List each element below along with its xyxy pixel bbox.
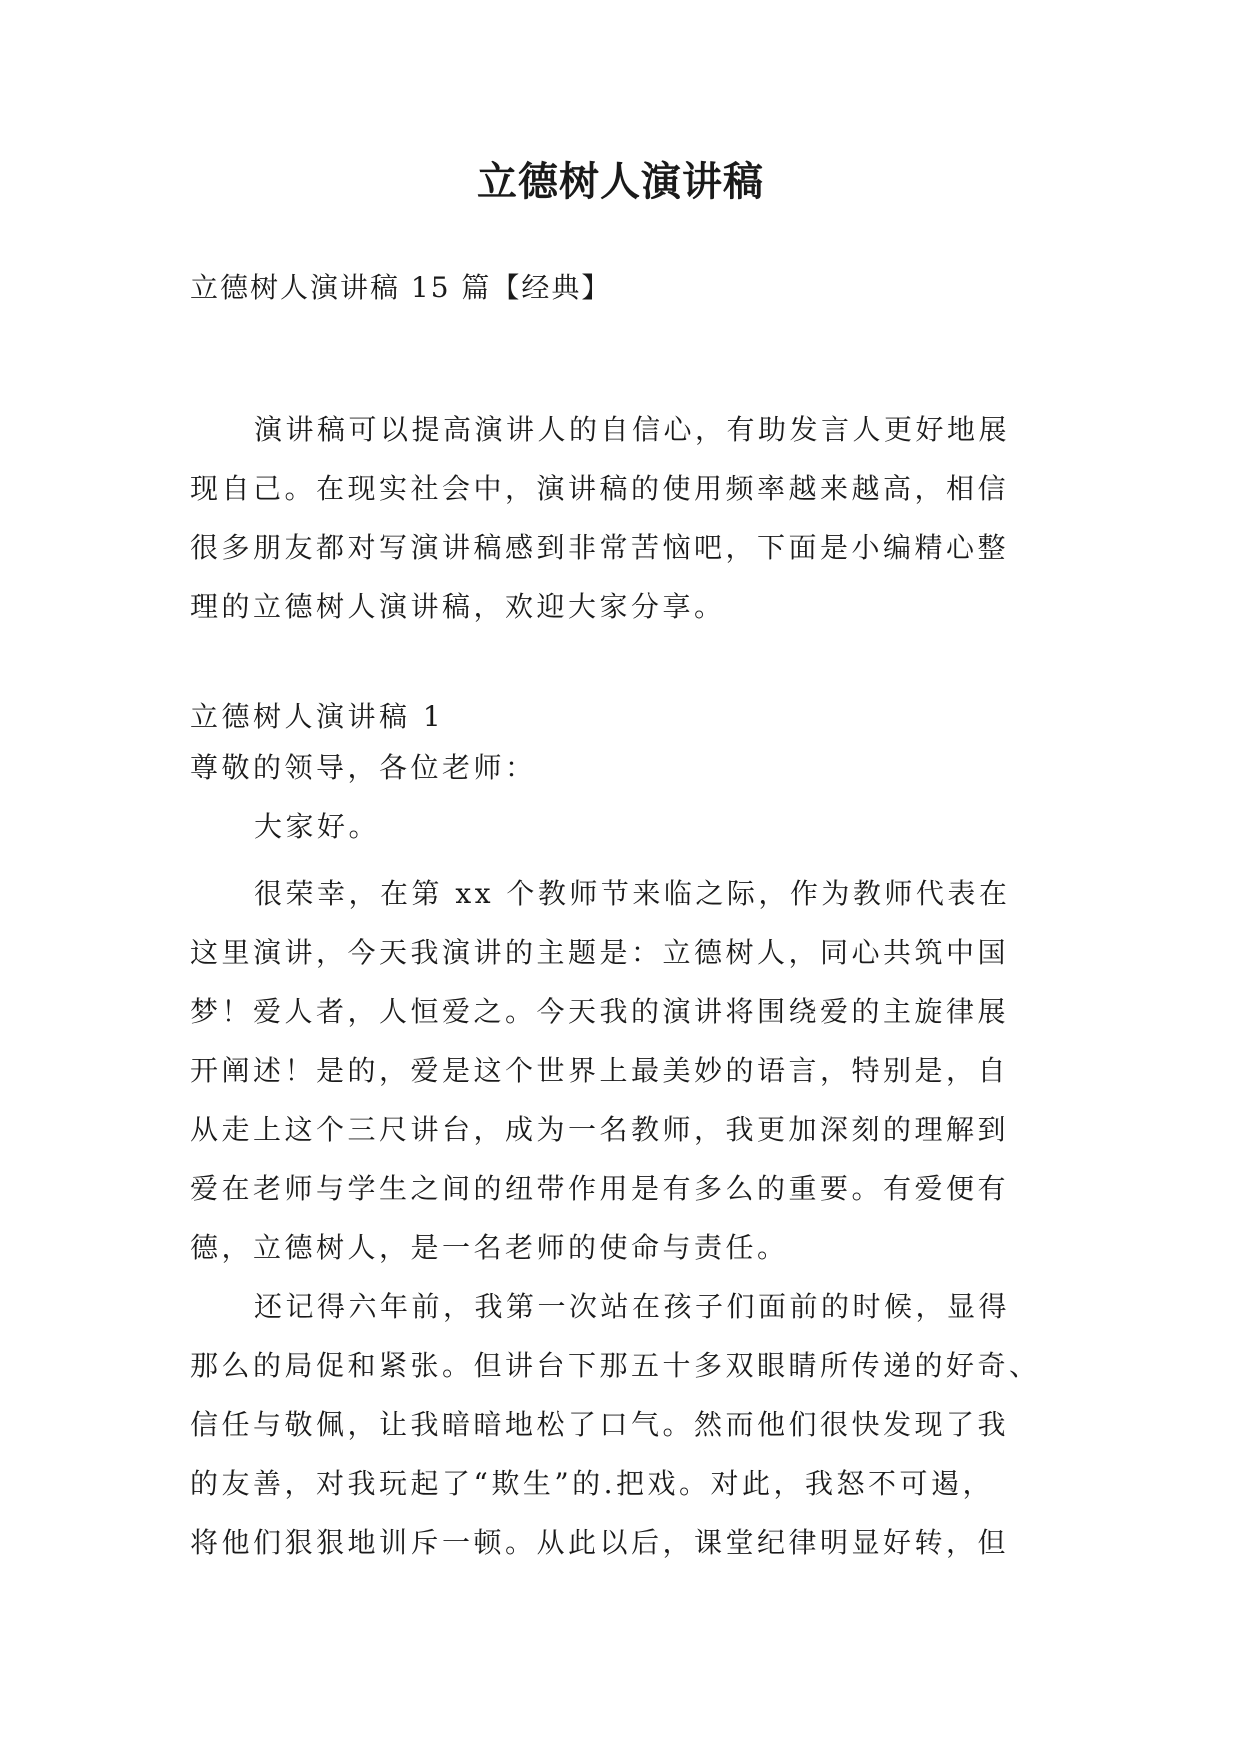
intro-line: 理的立德树人演讲稿，欢迎大家分享。 [190,590,726,623]
document-title: 立德树人演讲稿 [477,158,764,205]
intro-line: 很多朋友都对写演讲稿感到非常苦恼吧，下面是小编精心整 [190,531,1010,564]
paragraph-line: 信任与敬佩，让我暗暗地松了口气。然而他们很快发现了我 [190,1408,1010,1441]
speech-heading: 立德树人演讲稿 1 [190,700,445,733]
speech-greeting: 尊敬的领导，各位老师： [190,751,537,784]
document-subtitle: 立德树人演讲稿 15 篇【经典】 [190,271,612,304]
paragraph-line: 的友善，对我玩起了“欺生”的.把戏。对此，我怒不可遏， [190,1467,995,1500]
paragraph-line: 这里演讲，今天我演讲的主题是：立德树人，同心共筑中国 [190,936,1010,969]
paragraph-line: 还记得六年前，我第一次站在孩子们面前的时候，显得 [254,1290,1011,1323]
intro-line: 演讲稿可以提高演讲人的自信心，有助发言人更好地展 [254,413,1011,446]
paragraph-line: 那么的局促和紧张。但讲台下那五十多双眼睛所传递的好奇、 [190,1349,1041,1382]
speech-hello: 大家好。 [254,810,381,843]
paragraph-line: 开阐述！是的，爱是这个世界上最美妙的语言，特别是，自 [190,1054,1010,1087]
speech-section [190,697,1050,1572]
paragraph-line: 梦！爱人者，人恒爱之。今天我的演讲将围绕爱的主旋律展 [190,995,1010,1028]
paragraph-line: 很荣幸，在第 xx 个教师节来临之际，作为教师代表在 [254,877,1011,910]
paragraph-1 [190,864,1050,1277]
paragraph-line: 将他们狠狠地训斥一顿。从此以后，课堂纪律明显好转，但 [190,1526,1010,1559]
paragraph-line: 德，立德树人，是一名老师的使命与责任。 [190,1231,789,1264]
paragraph-line: 从走上这个三尺讲台，成为一名教师，我更加深刻的理解到 [190,1113,1010,1146]
intro-line: 现自己。在现实社会中，演讲稿的使用频率越来越高，相信 [190,472,1010,505]
paragraph-2 [190,1277,1050,1572]
intro-paragraph [190,400,1050,636]
paragraph-line: 爱在老师与学生之间的纽带作用是有多么的重要。有爱便有 [190,1172,1010,1205]
